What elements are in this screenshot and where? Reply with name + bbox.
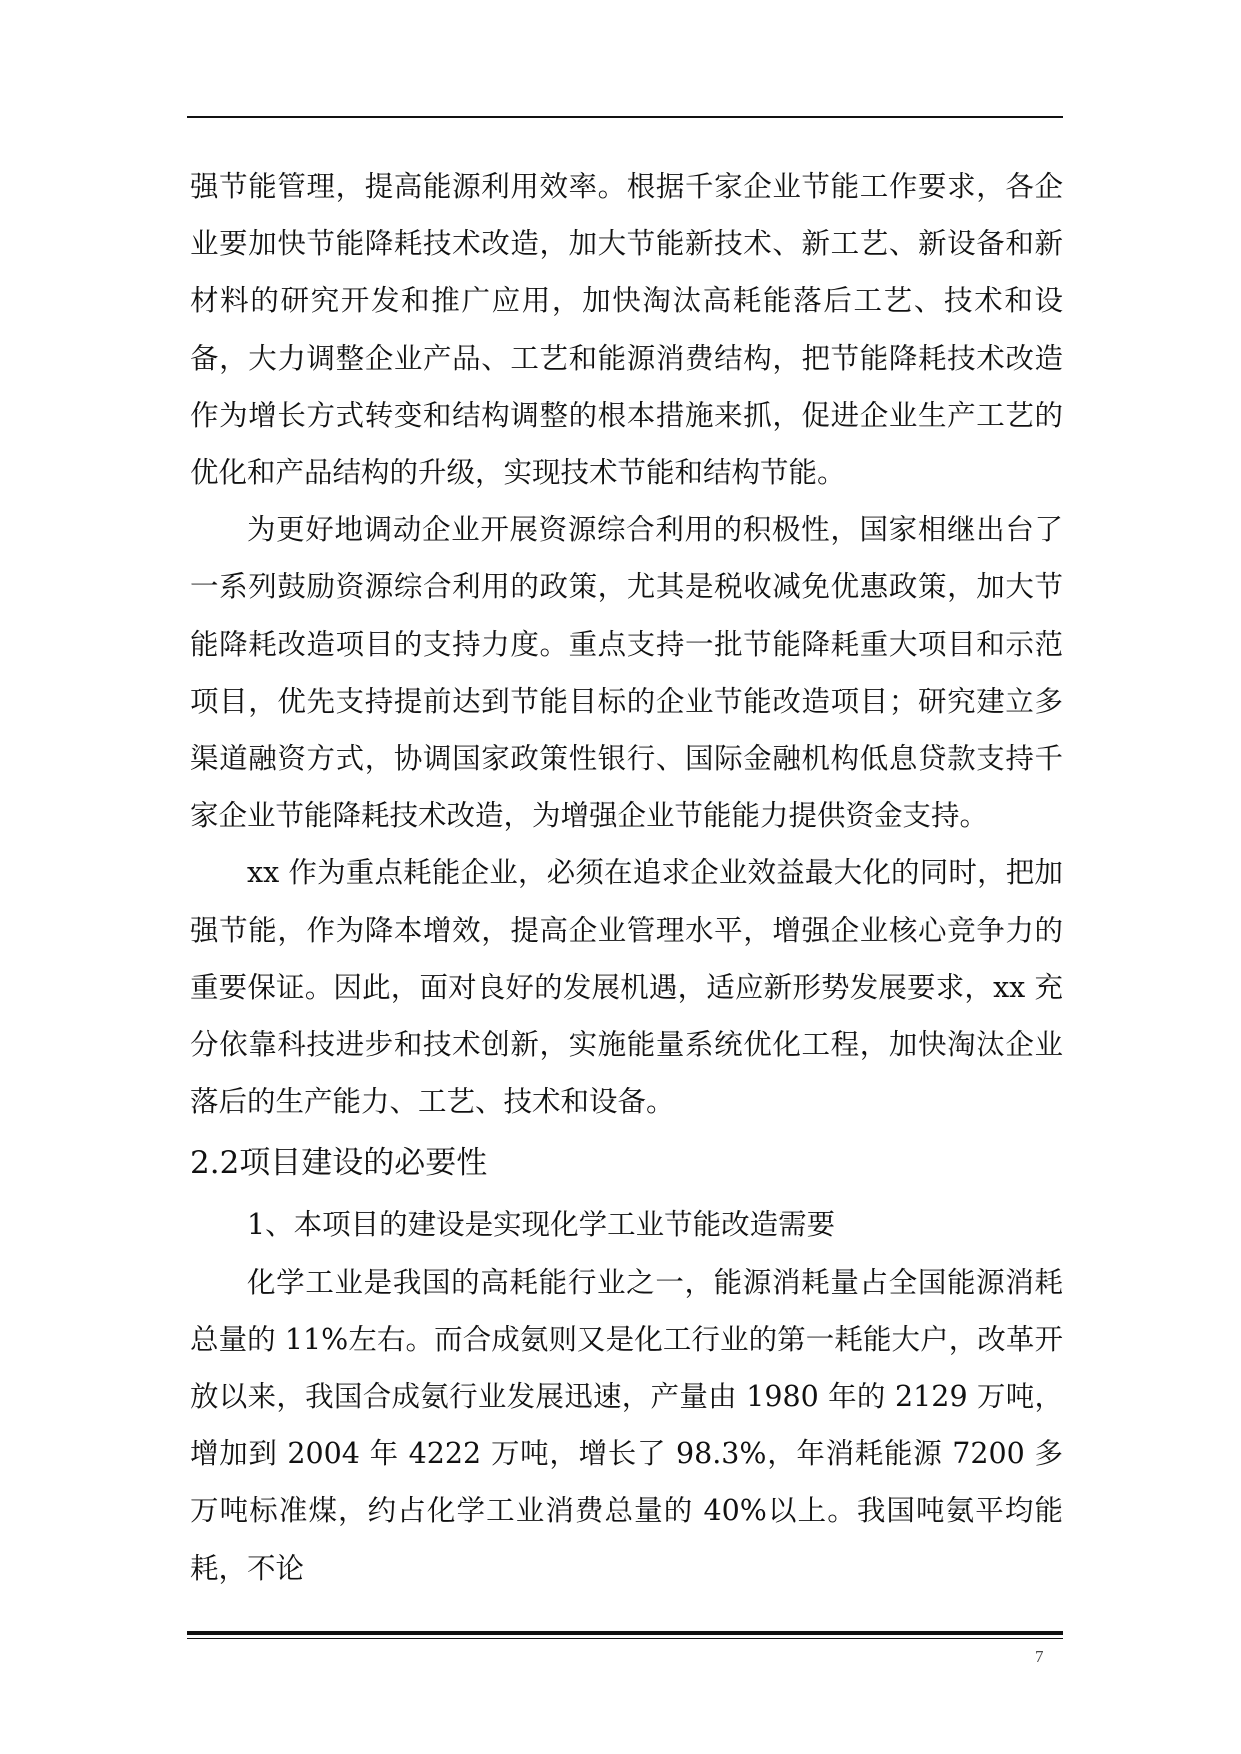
page-body: [190, 158, 1063, 1597]
footer-rule-thick: [187, 1631, 1063, 1635]
body-paragraph-1: 强节能管理，提高能源利用效率。根据千家企业节能工作要求，各企业要加快节能降耗技术改造，加大节能新技术、新工艺、新设备和新材料的研究开发和推广应用，加快淘汰高耗能落后工艺、技术和设备，大力调整企业产品、工艺和能源消费结构，把节能降耗技术改造作为增长方式转变和结构调整的根本措施来抓，促进企业生产工艺的优化和产品结构的升级，实现技术节能和结构节能。: [190, 170, 1063, 490]
section-heading: 2.2项目建设的必要性: [190, 1145, 488, 1182]
footer-rule-thin: [187, 1638, 1063, 1639]
body-paragraph-3: xx 作为重点耗能企业，必须在追求企业效益最大化的同时，把加强节能，作为降本增效，提高企业管理水平，增强企业核心竞争力的重要保证。因此，面对良好的发展机遇，适应新形势发展要求，xx 充分依靠科技进步和技术创新，实施能量系统优化工程，加快淘汰企业落后的生产能力、工艺、技术和设备。: [190, 856, 1063, 1119]
body-paragraph-2: 为更好地调动企业开展资源综合利用的积极性，国家相继出台了一系列鼓励资源综合利用的政策，尤其是税收减免优惠政策，加大节能降耗改造项目的支持力度。重点支持一批节能降耗重大项目和示范项目，优先支持提前达到节能目标的企业节能改造项目；研究建立多渠道融资方式，协调国家政策性银行、国际金融机构低息贷款支持千家企业节能降耗技术改造，为增强企业节能能力提供资金支持。: [190, 513, 1063, 833]
header-rule: [187, 116, 1063, 118]
page-number: 7: [1035, 1647, 1044, 1666]
body-paragraph-4: 化学工业是我国的高耗能行业之一，能源消耗量占全国能源消耗总量的 11%左右。而合成氨则又是化工行业的第一耗能大户，改革开放以来，我国合成氨行业发展迅速，产量由 1980 年的 2129 万吨，增加到 2004 年 4222 万吨，增长了 98.3%，年消耗能源 7200 多万吨标准煤，约占化学工业消费总量的 40%以上。我国吨氨平均能耗，不论: [190, 1265, 1063, 1585]
section-subheading: 1、本项目的建设是实现化学工业节能改造需要: [247, 1208, 836, 1242]
